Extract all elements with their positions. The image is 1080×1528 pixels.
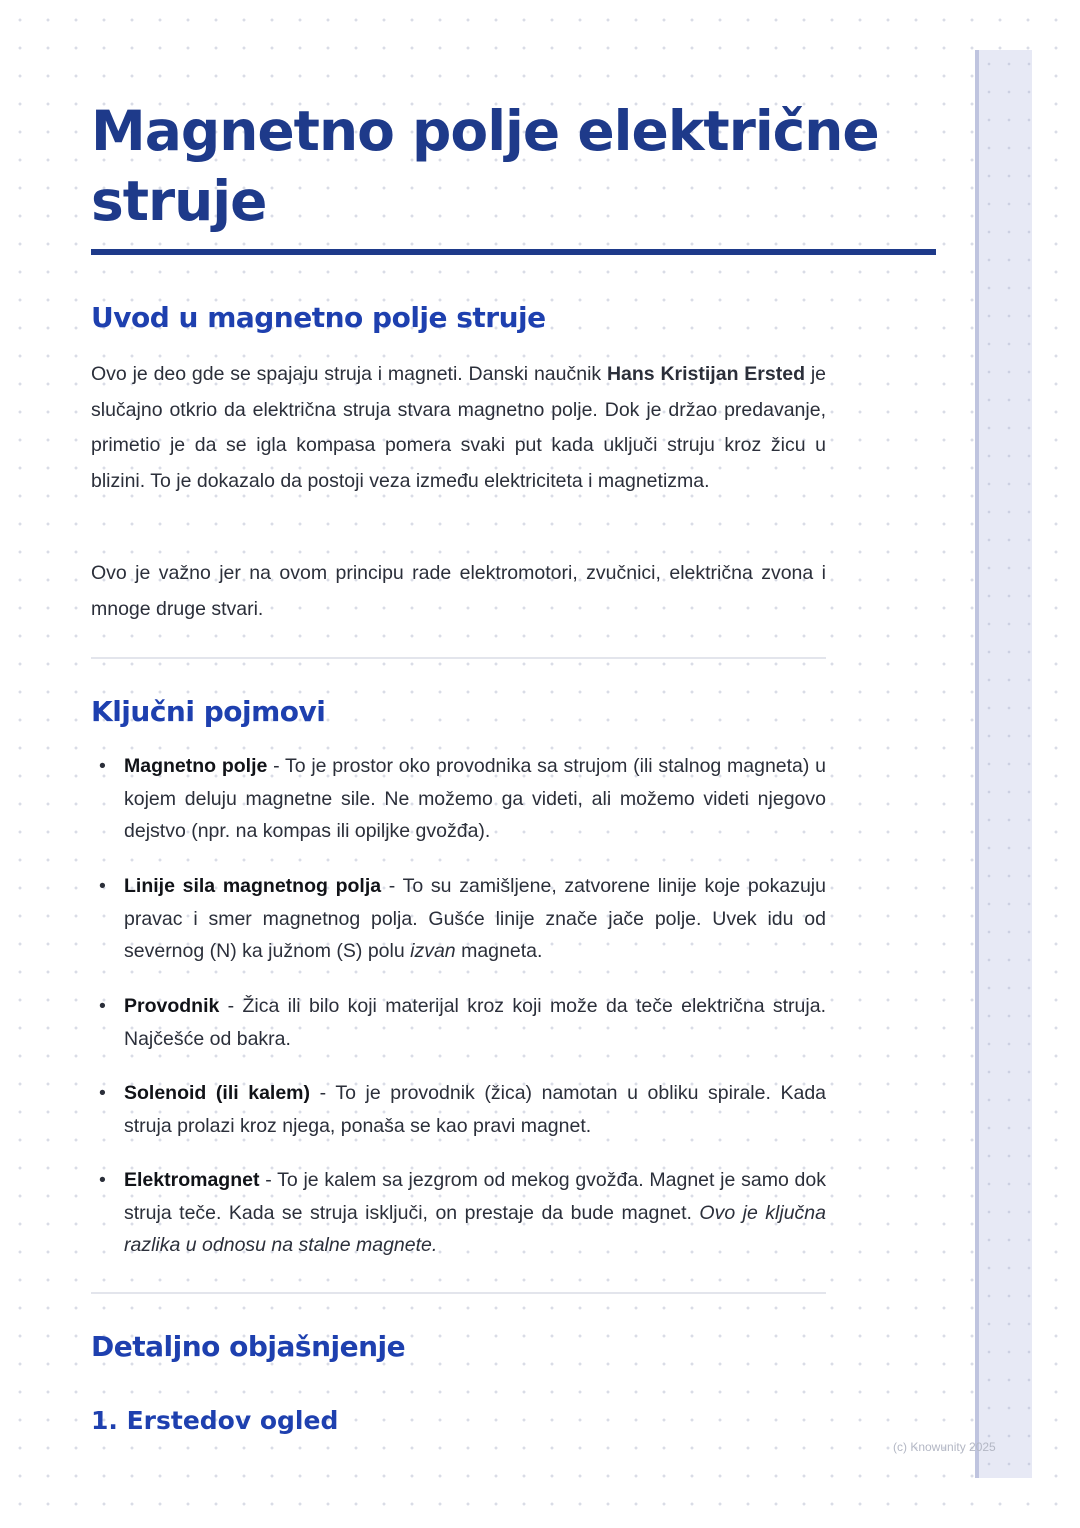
term-description: - To je prostor oko provodnika sa strujom (ili stalnog magneta) u kojem deluju magnetne sile. Ne možemo ga videti, ali možemo videti njegovo dejstvo (npr. na kompas ili opiljke gvožđa). (124, 755, 826, 842)
bullet-icon: • (99, 875, 106, 897)
bullet-icon: • (99, 755, 106, 777)
term-description: - To je kalem sa jezgrom od mekog gvožđa. Magnet je samo dok struja teče. Kada se struja isključi, on prestaje da bude magnet. (124, 1169, 826, 1224)
intro-paragraph-2: Ovo je važno jer na ovom principu rade elektromotori, zvučnici, električna zvona i mnoge druge stvari. (91, 562, 826, 620)
list-item (91, 1077, 826, 1142)
term-emphasis: izvan (410, 940, 456, 962)
intro-text-2: je slučajno otkrio da električna struja stvara magnetno polje. Dok je držao predavanje, primetio je da se igla kompasa pomera svaki put kada uključi struju kroz žicu u blizini. To je dokazalo da postoji veza između elektriciteta i magnetizma. (91, 363, 826, 492)
term-name: Provodnik (124, 995, 220, 1017)
bullet-icon: • (99, 995, 106, 1017)
list-item (91, 870, 826, 968)
term-body (124, 990, 826, 1055)
term-body (124, 1077, 826, 1142)
title-underline (91, 249, 936, 255)
section-heading-concepts: Ključni pojmovi (91, 695, 326, 728)
term-emphasis: Ovo je ključna razlika u odnosu na stalne magnete. (124, 1201, 826, 1256)
list-item (91, 1164, 826, 1262)
bullet-icon: • (99, 1082, 106, 1104)
scientist-name: Hans Kristijan Ersted (606, 363, 805, 385)
term-body (124, 750, 826, 848)
term-name: Linije sila magnetnog polja (124, 875, 382, 897)
term-description: - To su zamišljene, zatvorene linije koje pokazuju pravac i smer magnetnog polja. Gušće linije znače jače polje. Uvek idu od severnog (N) ka južnom (S) polu (124, 875, 826, 962)
term-description: - Žica ili bilo koji materijal kroz koji može da teče električna struja. Najčešće od bakra. (124, 995, 826, 1050)
term-description-end: magneta. (455, 940, 543, 962)
list-item (91, 990, 826, 1055)
intro-paragraph-1 (91, 357, 826, 499)
copyright-footer: (c) Knowunity 2025 (893, 1440, 996, 1454)
section-heading-detail: Detaljno objašnjenje (91, 1330, 406, 1363)
term-body (124, 1164, 826, 1262)
term-description: - To je provodnik (žica) namotan u obliku spirale. Kada struja prolazi kroz njega, ponaša se kao pravi magnet. (124, 1082, 827, 1137)
intro-text-1: Ovo je deo gde se spajaju struja i magneti. Danski naučnik (91, 363, 607, 385)
bullet-icon: • (99, 1169, 106, 1191)
subsection-heading-ersted: 1. Erstedov ogled (91, 1406, 339, 1435)
term-name: Elektromagnet (124, 1169, 260, 1191)
page-title: Magnetno polje električne struje (91, 99, 879, 233)
term-name: Solenoid (ili kalem) (124, 1082, 311, 1104)
section-divider (91, 657, 826, 659)
section-divider (91, 1292, 826, 1294)
list-item (91, 750, 826, 848)
term-body (124, 870, 826, 968)
page-side-margin (975, 50, 1032, 1478)
section-heading-intro: Uvod u magnetno polje struje (91, 301, 546, 334)
term-name: Magnetno polje (124, 755, 268, 777)
